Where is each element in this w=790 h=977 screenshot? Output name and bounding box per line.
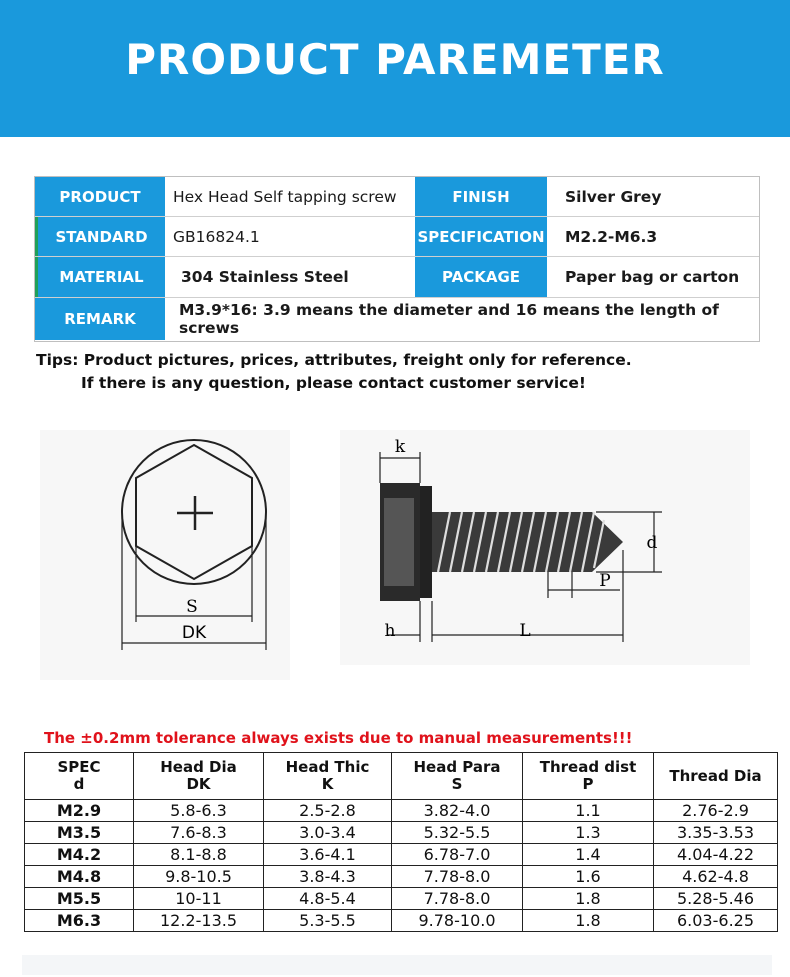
header-head-dia: Head Dia DK (134, 753, 264, 800)
cell-spec: M4.8 (25, 866, 134, 888)
tolerance-warning: The ±0.2mm tolerance always exists due to manual measurements!!! (44, 729, 633, 747)
cell-head-dia: 10-11 (134, 888, 264, 910)
cell-head-dia: 8.1-8.8 (134, 844, 264, 866)
product-label: PRODUCT (35, 177, 165, 216)
table-row (25, 844, 778, 866)
cell-spec: M6.3 (25, 910, 134, 932)
table-row (25, 910, 778, 932)
cell-thread-dia: 4.04-4.22 (654, 844, 778, 866)
package-label: PACKAGE (415, 257, 547, 297)
spec-table (24, 752, 778, 932)
cell-thread-dist: 1.3 (523, 822, 654, 844)
cell-thread-dist: 1.8 (523, 888, 654, 910)
cell-head-para: 3.82-4.0 (392, 800, 523, 822)
table-row (25, 888, 778, 910)
cell-spec: M3.5 (25, 822, 134, 844)
remark-value: M3.9*16: 3.9 means the diameter and 16 means the length of screws (179, 301, 719, 337)
table-row (25, 866, 778, 888)
cell-head-para: 9.78-10.0 (392, 910, 523, 932)
header-spec: SPEC d (25, 753, 134, 800)
cell-thread-dist: 1.6 (523, 866, 654, 888)
label-h: h (384, 621, 396, 641)
tips-note (36, 349, 632, 395)
cell-thread-dia: 2.76-2.9 (654, 800, 778, 822)
param-row-standard (35, 217, 759, 257)
product-value: Hex Head Self tapping screw (173, 187, 397, 206)
bottom-divider (22, 955, 772, 975)
page-title: PRODUCT PAREMETER (125, 35, 665, 84)
package-value: Paper bag or carton (565, 268, 740, 286)
label-dk: DK (181, 623, 207, 643)
specification-label: SPECIFICATION (415, 217, 547, 256)
header-thread-dist: Thread dist P (523, 753, 654, 800)
finish-label: FINISH (415, 177, 547, 216)
cell-head-thic: 2.5-2.8 (264, 800, 392, 822)
cell-spec: M4.2 (25, 844, 134, 866)
cell-head-thic: 3.0-3.4 (264, 822, 392, 844)
cell-thread-dia: 6.03-6.25 (654, 910, 778, 932)
title-banner (0, 0, 790, 137)
cell-thread-dia: 4.62-4.8 (654, 866, 778, 888)
label-k: k (394, 437, 406, 457)
header-head-para: Head Para S (392, 753, 523, 800)
material-label: MATERIAL (35, 257, 165, 297)
tips-line-2: If there is any question, please contact customer service! (81, 374, 586, 392)
cell-thread-dist: 1.1 (523, 800, 654, 822)
label-s: S (186, 597, 198, 617)
label-d: d (646, 533, 658, 553)
param-row-material (35, 257, 759, 298)
material-value: 304 Stainless Steel (181, 268, 349, 286)
cell-head-para: 6.78-7.0 (392, 844, 523, 866)
cell-head-thic: 4.8-5.4 (264, 888, 392, 910)
standard-label: STANDARD (35, 217, 165, 256)
spec-header-row (25, 753, 778, 800)
cell-head-dia: 5.8-6.3 (134, 800, 264, 822)
cell-spec: M5.5 (25, 888, 134, 910)
header-thread-dia: Thread Dia (654, 753, 778, 800)
standard-value: GB16824.1 (173, 227, 260, 246)
cell-head-para: 7.78-8.0 (392, 866, 523, 888)
cell-thread-dia: 3.35-3.53 (654, 822, 778, 844)
specification-value: M2.2-M6.3 (565, 227, 658, 246)
table-row (25, 800, 778, 822)
label-p: P (599, 571, 611, 591)
param-row-product (35, 177, 759, 217)
cell-head-thic: 3.8-4.3 (264, 866, 392, 888)
cell-head-thic: 5.3-5.5 (264, 910, 392, 932)
cell-head-dia: 12.2-13.5 (134, 910, 264, 932)
product-parameter-table (34, 176, 760, 342)
cell-thread-dist: 1.8 (523, 910, 654, 932)
cell-head-para: 5.32-5.5 (392, 822, 523, 844)
cell-head-thic: 3.6-4.1 (264, 844, 392, 866)
screw-dimension-diagram (40, 430, 750, 680)
cell-head-dia: 7.6-8.3 (134, 822, 264, 844)
tips-line-1: Tips: Product pictures, prices, attributes, freight only for reference. (36, 351, 632, 369)
cell-head-dia: 9.8-10.5 (134, 866, 264, 888)
cell-thread-dist: 1.4 (523, 844, 654, 866)
finish-value: Silver Grey (565, 187, 662, 206)
cell-spec: M2.9 (25, 800, 134, 822)
cell-head-para: 7.78-8.0 (392, 888, 523, 910)
label-l: L (519, 621, 531, 641)
param-row-remark (35, 298, 759, 340)
cell-thread-dia: 5.28-5.46 (654, 888, 778, 910)
table-row (25, 822, 778, 844)
remark-label: REMARK (35, 298, 165, 340)
header-head-thic: Head Thic K (264, 753, 392, 800)
